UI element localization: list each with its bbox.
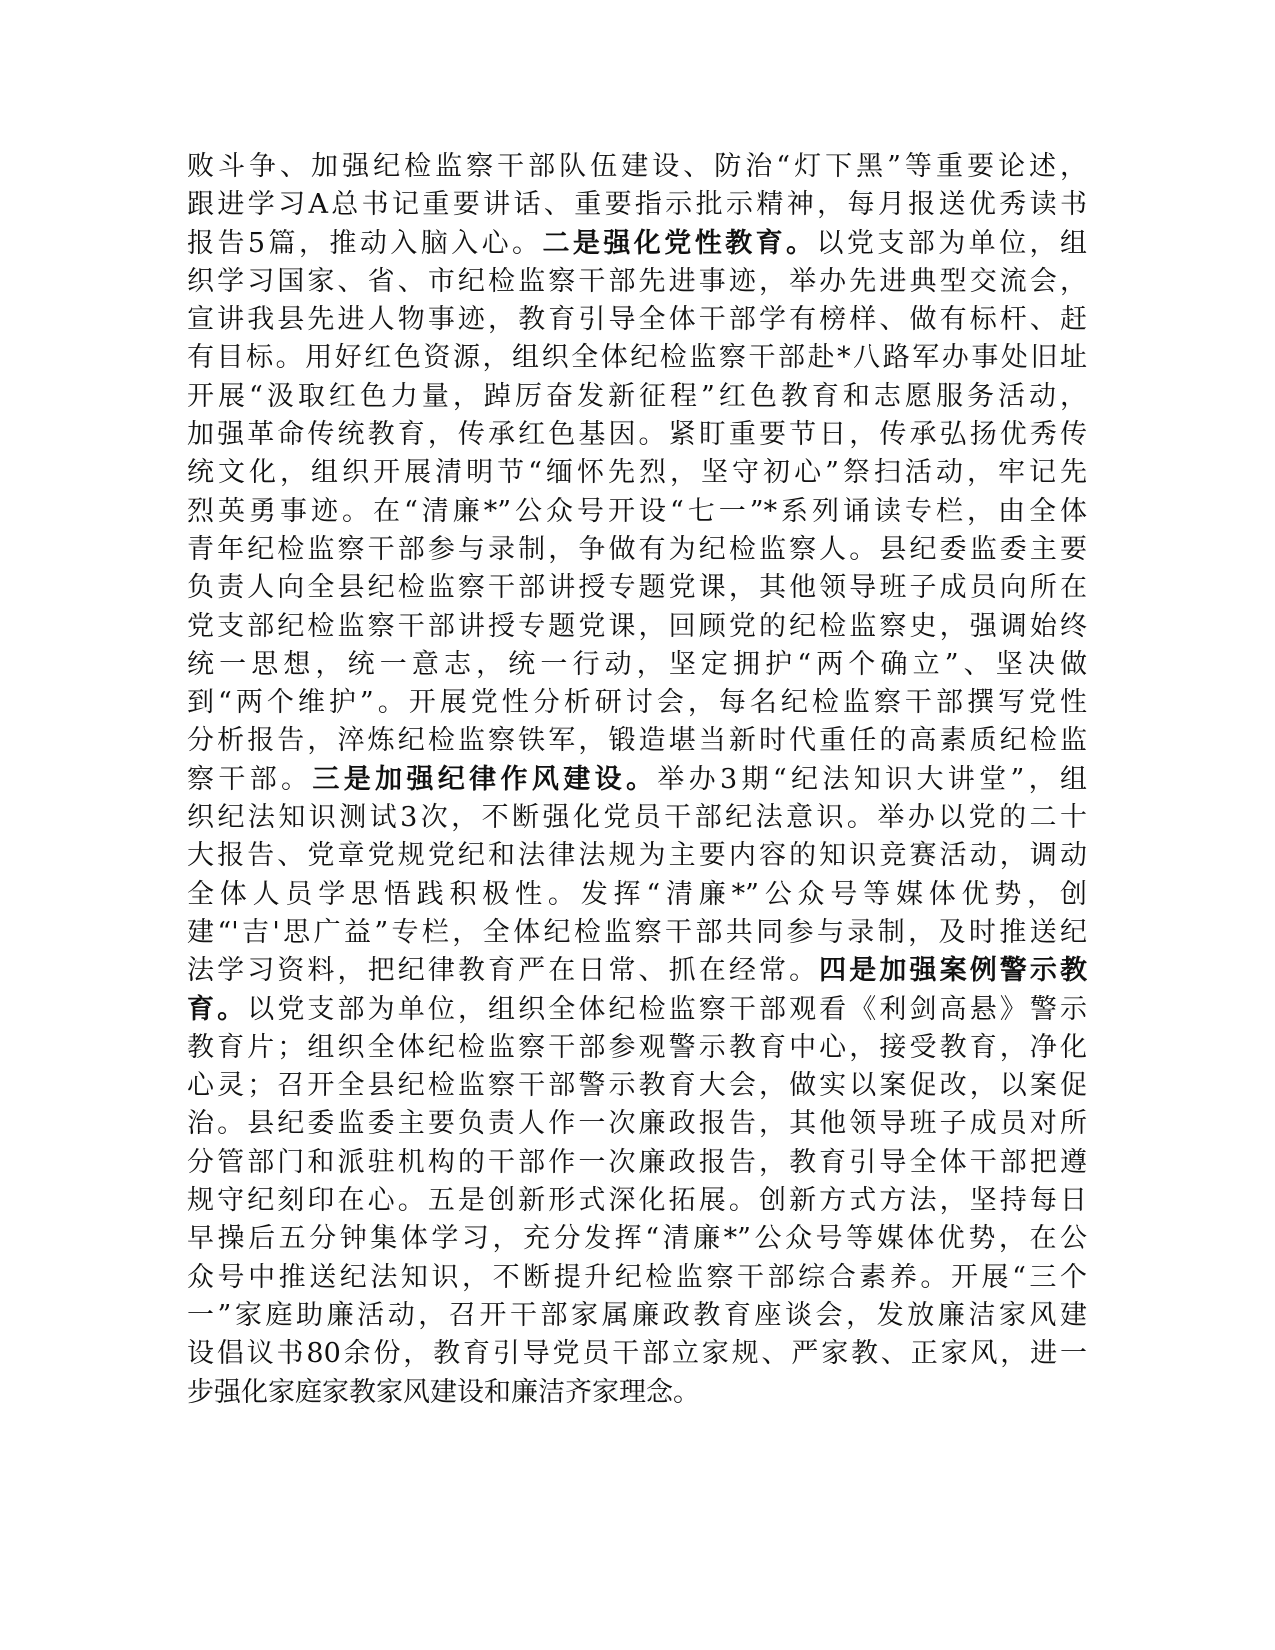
text-segment: 宣讲我县先进人物事迹，教育引导全体干部学有榜样、做有标杆、赶 <box>187 304 1087 336</box>
text-segment: 举办3期“纪法知识大讲堂”，组 <box>657 763 1088 795</box>
text-segment: 败斗争、加强纪检监察干部队伍建设、防治“灯下黑”等重要论述， <box>187 151 1087 182</box>
text-segment: 一”家庭助廉活动，召开干部家属廉政教育座谈会，发放廉洁家风建 <box>187 1299 1087 1331</box>
text-segment: 大报告、党章党规党纪和法律法规为主要内容的知识竞赛活动，调动 <box>187 840 1087 872</box>
text-segment: 烈英勇事迹。在“清廉*”公众号开设“七一”*系列诵读专栏，由全体 <box>187 495 1087 527</box>
text-line <box>187 301 1087 339</box>
text-line <box>187 722 1087 760</box>
body-text <box>187 148 1087 1412</box>
text-segment: 治。县纪委监委主要负责人作一次廉政报告，其他领导班子成员对所 <box>187 1108 1087 1140</box>
text-segment: 以党支部为单位，组织全体纪检监察干部观看《利剑高悬》警示 <box>247 993 1088 1025</box>
text-line <box>187 991 1087 1029</box>
bold-heading-segment: 育。 <box>187 993 248 1025</box>
text-segment: 负责人向全县纪检监察干部讲授专题党课，其他领导班子成员向所在 <box>187 572 1087 604</box>
text-line <box>187 837 1087 875</box>
text-segment: 心灵；召开全县纪检监察干部警示教育大会，做实以案促改，以案促 <box>187 1070 1087 1102</box>
text-line <box>187 608 1087 646</box>
text-segment: 建“'吉'思广益”专栏，全体纪检监察干部共同参与录制，及时推送纪 <box>187 916 1087 948</box>
text-line <box>187 914 1087 952</box>
text-segment: 织纪法知识测试3次，不断强化党员干部纪法意识。举办以党的二十 <box>187 802 1087 834</box>
text-line <box>187 493 1087 531</box>
text-segment: 众号中推送纪法知识，不断提升纪检监察干部综合素养。开展“三个 <box>187 1261 1087 1293</box>
text-line <box>187 1297 1087 1335</box>
text-segment: 跟进学习A总书记重要讲话、重要指示批示精神，每月报送优秀读书 <box>187 189 1087 221</box>
text-line <box>187 263 1087 301</box>
text-line <box>187 684 1087 722</box>
text-line <box>187 952 1087 990</box>
text-segment: 规守纪刻印在心。五是创新形式深化拓展。创新方式方法，坚持每日 <box>187 1185 1087 1217</box>
text-line <box>187 646 1087 684</box>
text-segment: 步强化家庭家教家风建设和廉洁齐家理念。 <box>187 1376 700 1408</box>
text-segment: 党支部纪检监察干部讲授专题党课，回顾党的纪检监察史，强调始终 <box>187 610 1087 642</box>
text-segment: 分析报告，淬炼纪检监察铁军，锻造堪当新时代重任的高素质纪检监 <box>187 725 1087 757</box>
text-segment: 教育片；组织全体纪检监察干部参观警示教育中心，接受教育，净化 <box>187 1031 1087 1063</box>
text-line <box>187 1335 1087 1373</box>
text-segment: 设倡议书80余份，教育引导党员干部立家规、严家教、正家风，进一 <box>187 1338 1087 1370</box>
text-line <box>187 531 1087 569</box>
text-line <box>187 1067 1087 1105</box>
text-line <box>187 1220 1087 1258</box>
text-segment: 青年纪检监察干部参与录制，争做有为纪检监察人。县纪委监委主要 <box>187 533 1087 565</box>
text-line <box>187 454 1087 492</box>
text-line <box>187 799 1087 837</box>
text-line <box>187 1029 1087 1067</box>
text-segment: 法学习资料，把纪律教育严在日常、抓在经常。 <box>187 955 820 987</box>
text-line <box>187 225 1087 263</box>
text-line <box>187 876 1087 914</box>
text-line <box>187 148 1087 186</box>
text-segment: 以党支部为单位，组 <box>816 227 1088 259</box>
text-line <box>187 761 1087 799</box>
text-line <box>187 1144 1087 1182</box>
text-segment: 早操后五分钟集体学习，充分发挥“清廉*”公众号等媒体优势，在公 <box>187 1223 1087 1255</box>
text-segment: 开展“汲取红色力量，踔厉奋发新征程”红色教育和志愿服务活动， <box>187 380 1087 412</box>
text-segment: 全体人员学思悟践积极性。发挥“清廉*”公众号等媒体优势，创 <box>187 878 1087 910</box>
bold-heading-segment: 四是加强案例警示教 <box>819 955 1087 987</box>
text-line <box>187 186 1087 224</box>
text-segment: 分管部门和派驻机构的干部作一次廉政报告，教育引导全体干部把遵 <box>187 1146 1087 1178</box>
text-line <box>187 1182 1087 1220</box>
text-line <box>187 569 1087 607</box>
text-segment: 加强革命传统教育，传承红色基因。紧盯重要节日，传承弘扬优秀传 <box>187 419 1087 451</box>
text-line <box>187 378 1087 416</box>
text-line <box>187 1259 1087 1297</box>
text-segment: 织学习国家、省、市纪检监察干部先进事迹，举办先进典型交流会， <box>187 265 1087 297</box>
text-line <box>187 1105 1087 1143</box>
text-segment: 统一思想，统一意志，统一行动，坚定拥护“两个确立”、坚决做 <box>187 648 1087 680</box>
text-line <box>187 1374 1087 1412</box>
text-segment: 察干部。 <box>187 763 313 795</box>
text-line <box>187 339 1087 377</box>
text-segment: 到“两个维护”。开展党性分析研讨会，每名纪检监察干部撰写党性 <box>187 687 1087 719</box>
bold-heading-segment: 二是强化党性教育。 <box>542 227 817 259</box>
bold-heading-segment: 三是加强纪律作风建设。 <box>312 763 658 795</box>
text-segment: 统文化，组织开展清明节“缅怀先烈，坚守初心”祭扫活动，牢记先 <box>187 457 1087 489</box>
text-segment: 有目标。用好红色资源，组织全体纪检监察干部赴*八路军办事处旧址 <box>187 342 1087 374</box>
text-line <box>187 416 1087 454</box>
text-segment: 报告5篇，推动入脑入心。 <box>187 227 543 259</box>
